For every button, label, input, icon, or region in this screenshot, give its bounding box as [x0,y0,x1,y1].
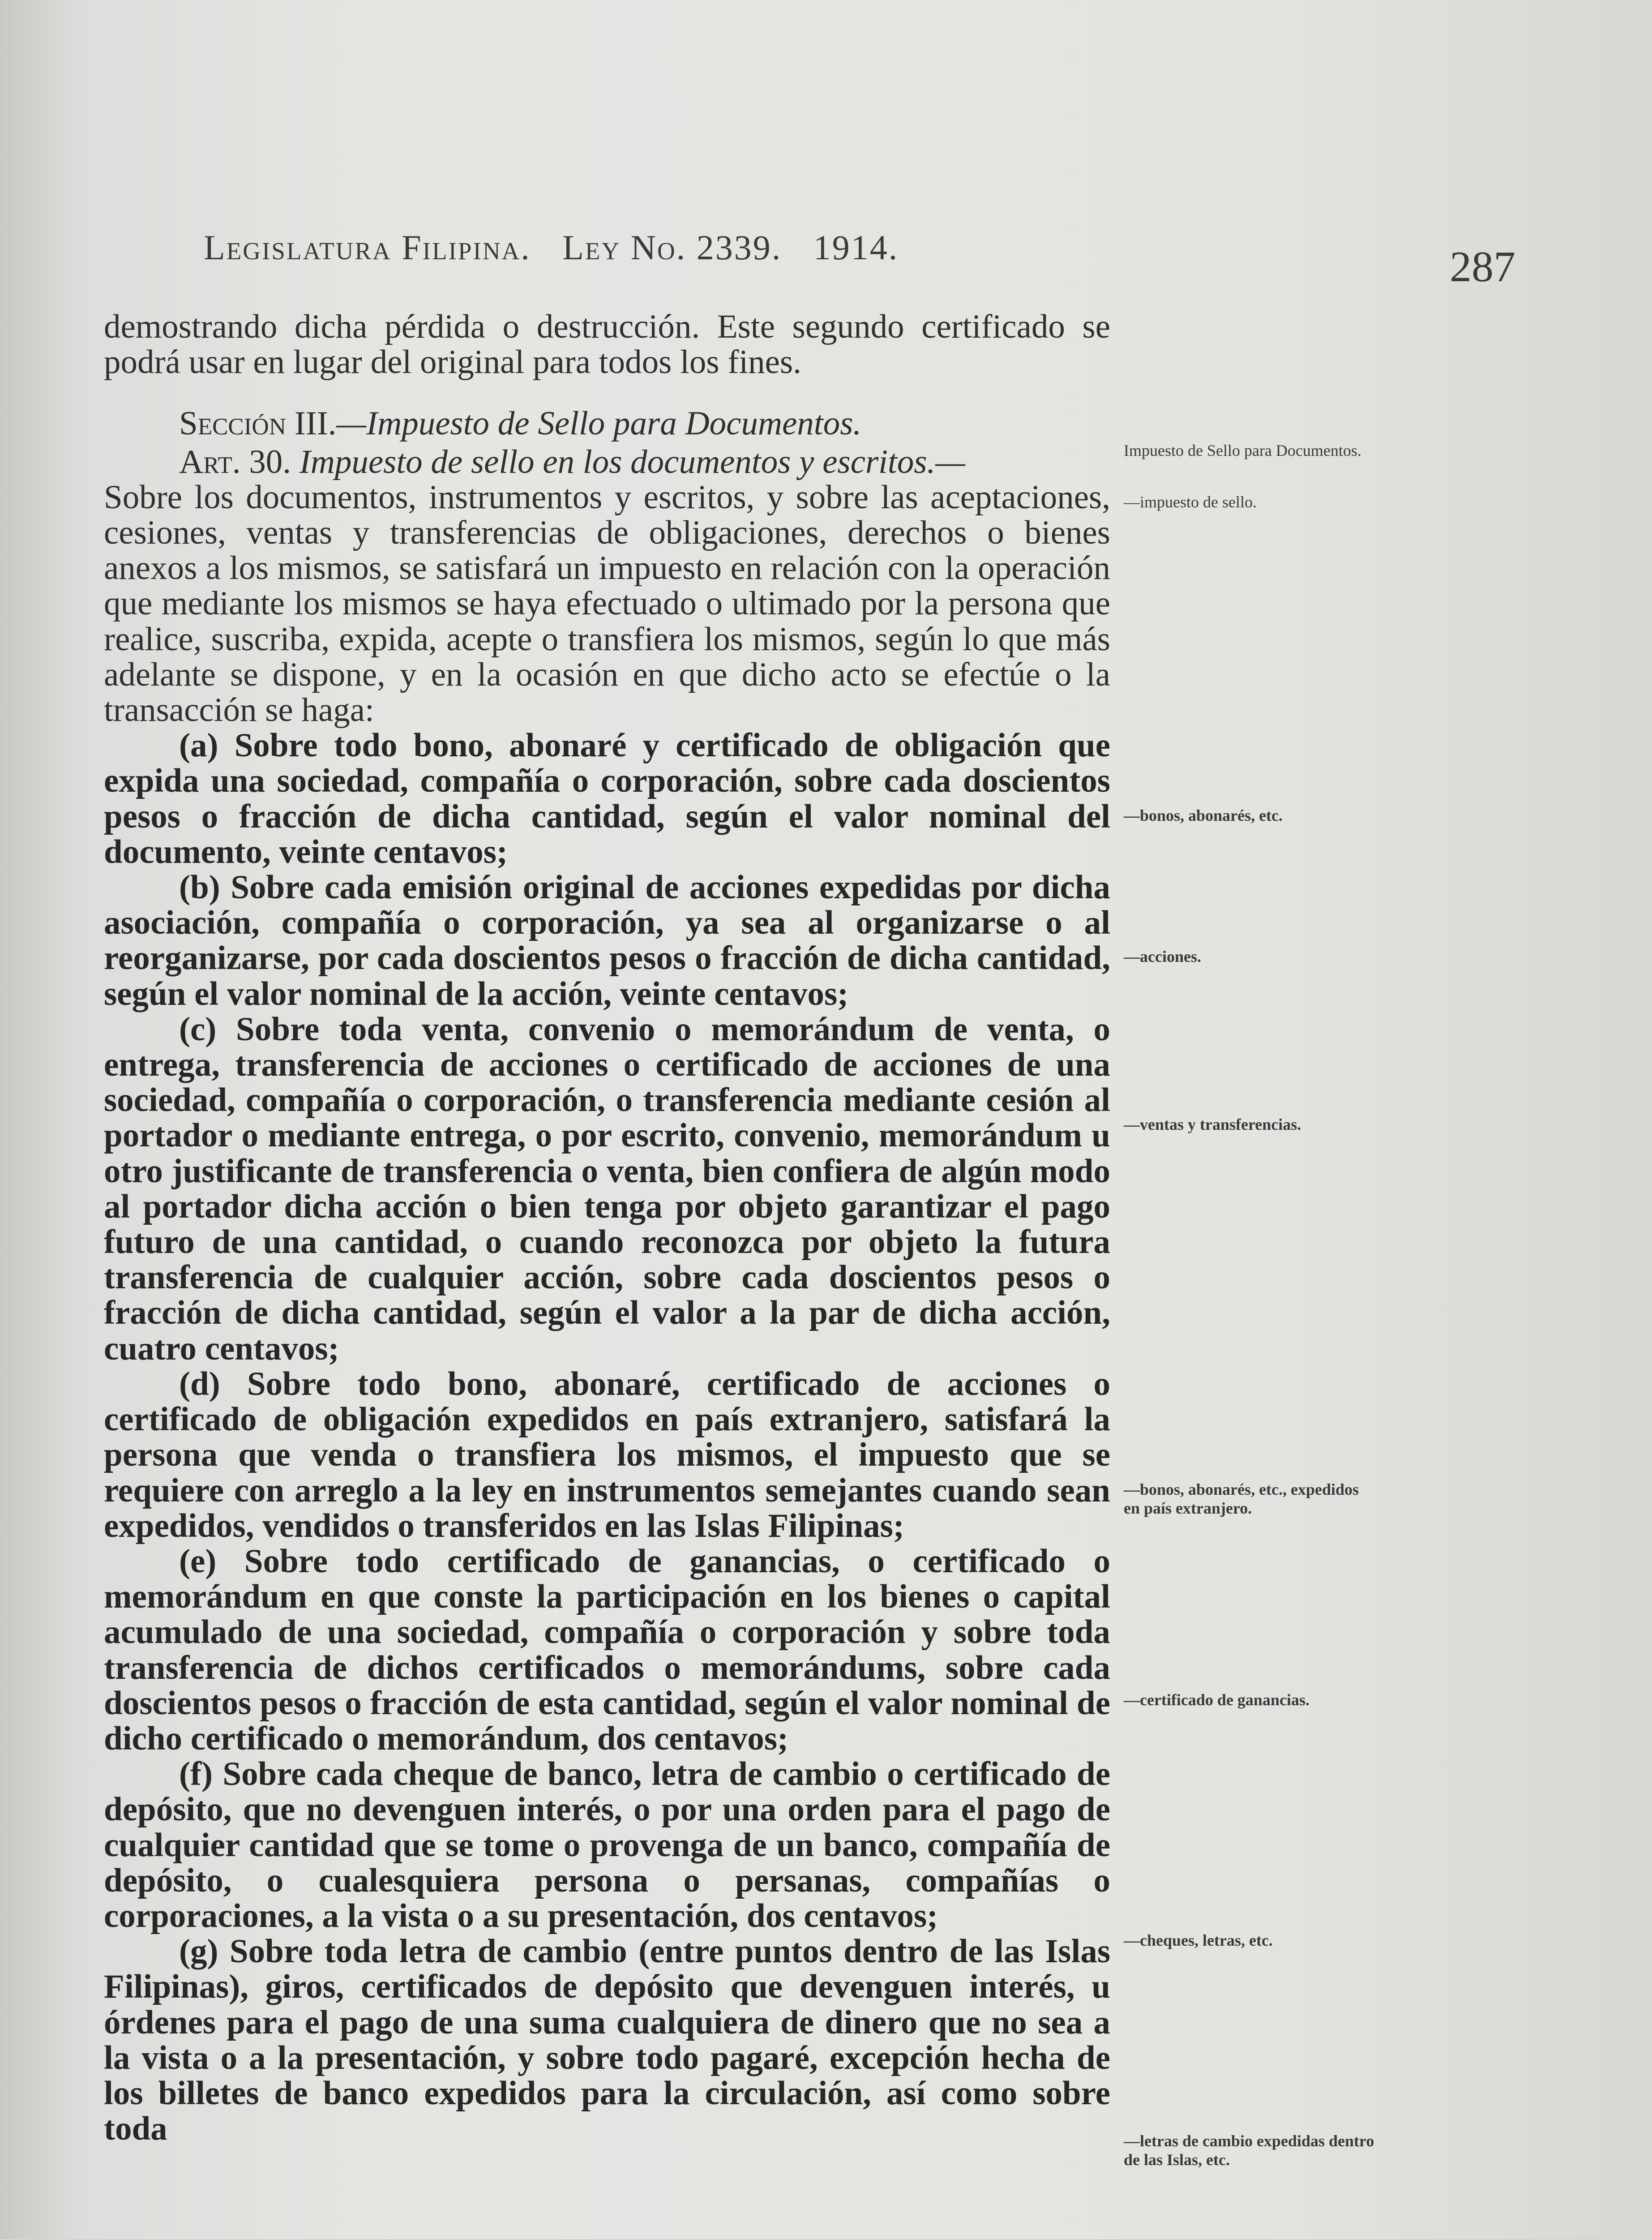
section-label: Sección III. [179,405,337,442]
article-label: Art. 30. [179,443,291,480]
item-f: (f) Sobre cada cheque de banco, letra de cambio o certificado de depósito, que no devenguen interés, o por una orden para el pago de cualquier cantidad que se tome o provenga de un banco, compañía de depósito, o cualesquiera persona o persanas, compañías o corporaciones, a la vista o a su presentación, dos centavos; [104,1755,1110,1934]
article-30-text: Sobre los documentos, instrumentos y escritos, y sobre las aceptaciones, cesiones, ventas y transferencias de obligaciones, derechos o bienes anexos a los mismos, se satisfará un impuesto en relación con la operación que mediante los mismos se haya efectuado o ultimado por la persona que realice, suscriba, expida, acepte o transfiera los mismos, según lo que más adelante se dispone, y en la ocasión en que dicho acto se efectúe o la transacción se haga: [104,478,1110,729]
item-d: (d) Sobre todo bono, abonaré, certificado de acciones o certificado de obligación expedidos en país extranjero, satisfará la persona que venda o transfiera los mismos, el impuesto que se requiere con arreglo a la ley en instrumentos semejantes cuando sean expedidos, vendidos o transferidos en las Islas Filipinas; [104,1365,1110,1544]
items-list [104,728,1110,2146]
margin-note-section: Impuesto de Sello para Documentos. [1124,442,1361,459]
margin-note-d: —bonos, abonarés, etc., expedidos en país extranjero. [1124,1480,1359,1517]
header-year: 1914. [813,228,899,267]
margin-note-a: —bonos, abonarés, etc. [1124,806,1283,824]
margin-note-f: —cheques, letras, etc. [1124,1931,1273,1949]
section-title: —Impuesto de Sello para Documentos. [336,405,862,442]
section-heading [104,406,1110,441]
page-number: 287 [1450,243,1515,291]
article-title: Impuesto de sello en los documentos y escritos.— [299,443,965,480]
margin-note-art: —impuesto de sello. [1124,493,1257,511]
running-header [204,227,1054,268]
margin-note-b: —acciones. [1124,948,1201,965]
header-publication: Legislatura Filipina. [204,228,531,267]
item-g: (g) Sobre toda letra de cambio (entre puntos dentro de las Islas Filipinas), giros, certificados de depósito que devenguen interés, u órdenes para el pago de una suma cualquiera de dinero que no sea a la vista o a la presentación, y sobre todo pagaré, excepción hecha de los billetes de banco expedidos para la circulación, así como sobre toda [104,1933,1110,2148]
item-e: (e) Sobre todo certificado de ganancias, o certificado o memorándum en que conste la participación en los bienes o capital acumulado de una sociedad, compañía o corporación y sobre toda transferencia de dichos certificados o memorándums, sobre cada doscientos pesos o fracción de esta cantidad, según el valor nominal de dicho certificado o memorándum, dos centavos; [104,1542,1110,1757]
margin-note-g: —letras de cambio expedidas dentro de las Islas, etc. [1124,2132,1374,2169]
continuation-paragraph: demostrando dicha pérdida o destrucción. Este segundo certificado se podrá usar en lugar del original para todos los fines. [104,308,1110,381]
header-law: Ley No. 2339. [562,228,782,267]
item-b: (b) Sobre cada emisión original de acciones expedidas por dicha asociación, compañía o corporación, ya sea al organizarse o al reorganizarse, por cada doscientos pesos o fracción de dicha cantidad, según el valor nominal de la acción, veinte centavos; [104,869,1110,1012]
margin-note-c: —ventas y transferencias. [1124,1115,1301,1133]
article-30-heading [104,444,1110,480]
margin-note-e: —certificado de ganancias. [1124,1691,1310,1709]
item-a: (a) Sobre todo bono, abonaré y certificado de obligación que expida una sociedad, compañía o corporación, sobre cada doscientos pesos o fracción de dicha cantidad, según el valor nominal del documento, veinte centavos; [104,727,1110,871]
main-text [104,309,1110,2146]
item-c: (c) Sobre toda venta, convenio o memorándum de venta, o entrega, transferencia de acciones o certificado de acciones de una sociedad, compañía o corporación, o transferencia mediante cesión al portador o mediante entrega, o por escrito, convenio, memorándum u otro justificante de transferencia o venta, bien confiera de algún modo al portador dicha acción o bien tenga por objeto garantizar el pago futuro de una cantidad, o cuando reconozca por objeto la futura transferencia de cualquier acción, sobre cada doscientos pesos o fracción de dicha cantidad, según el valor a la par de dicha acción, cuatro centavos; [104,1010,1110,1367]
